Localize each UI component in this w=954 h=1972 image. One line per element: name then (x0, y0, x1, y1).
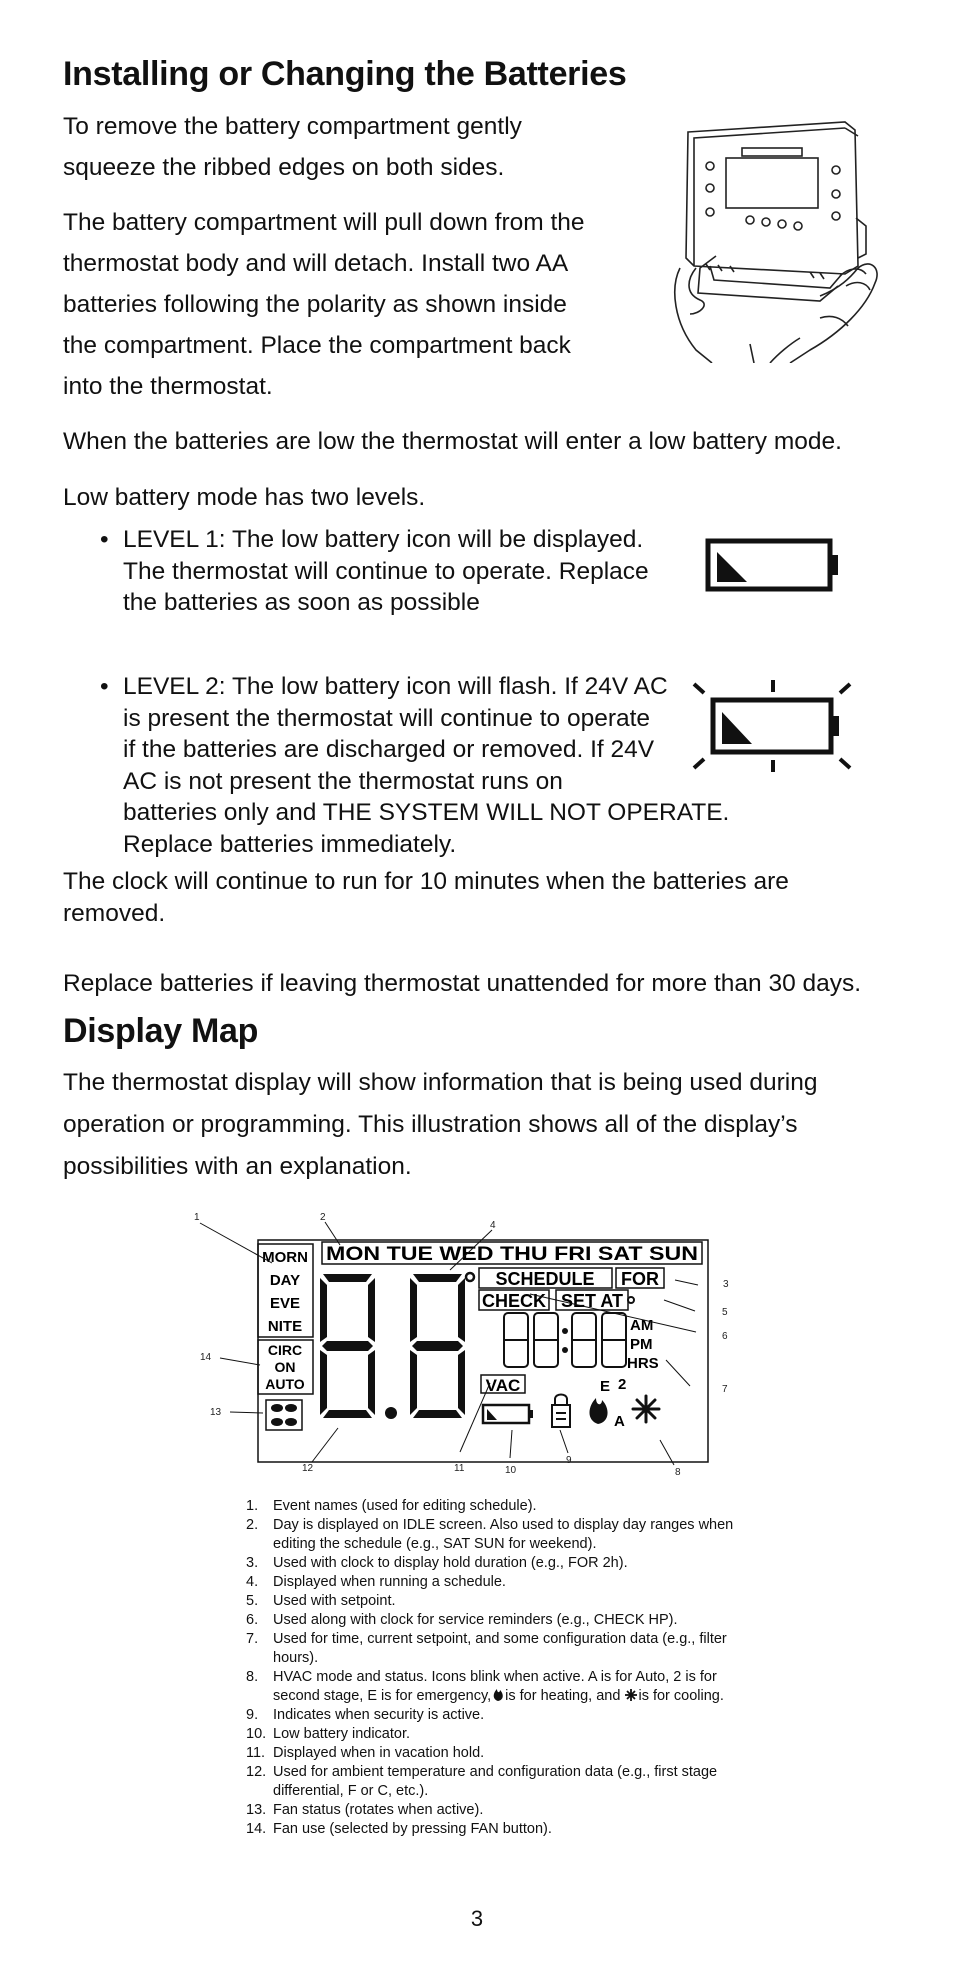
level2-bullet (100, 671, 750, 871)
display-map-heading: Display Map (63, 1012, 259, 1050)
legend-text-a: HVAC mode and status. Icons blink when active. A is for Auto, 2 is for second stage, E is for emergency, (273, 1669, 717, 1704)
legend-text: Used for ambient temperature and configuration data (e.g., first stage differential, F or C, etc.). (273, 1764, 718, 1799)
snowflake-icon (633, 1396, 659, 1422)
flame-icon (491, 1688, 505, 1702)
unattended-text: Replace batteries if leaving thermostat unattended for more than 30 days. (63, 970, 862, 997)
install-line-5: into the thermostat. (63, 373, 273, 400)
callout-9: 9 (566, 1455, 572, 1466)
legend-number: 10. (246, 1726, 267, 1742)
legend-text: Fan use (selected by pressing FAN button). (273, 1821, 552, 1837)
install-line-3: batteries following the polarity as shown inside (63, 291, 567, 318)
legend-item (246, 1497, 766, 1516)
callout-7: 7 (722, 1384, 728, 1395)
legend-text: Used with clock to display hold duration (e.g., FOR 2h). (273, 1555, 628, 1571)
lcd-for: FOR (621, 1269, 659, 1289)
legend-text-b: is for heating, and (505, 1688, 621, 1704)
page-number: 3 (470, 1906, 484, 1931)
legend-text: Fan status (rotates when active). (273, 1802, 484, 1818)
lcd-morn: MORN (262, 1249, 308, 1266)
legend-text: Day is displayed on IDLE screen. Also used to display day ranges when editing the schedule (e.g., SAT SUN for weekend). (273, 1517, 734, 1552)
display-map-intro-3: possibilities with an explanation. (63, 1153, 412, 1180)
flashing-battery-icon (690, 678, 855, 778)
legend-number: 1. (246, 1498, 259, 1514)
fan-icon (266, 1400, 302, 1430)
callout-14: 14 (200, 1352, 212, 1363)
clock-text-line2: removed. (63, 900, 166, 927)
lcd-nite: NITE (267, 1318, 303, 1335)
callout-6: 6 (722, 1331, 728, 1342)
legend-number: 3. (246, 1555, 259, 1571)
snowflake-icon (624, 1688, 638, 1702)
callout-1: 1 (194, 1212, 200, 1223)
callout-4: 4 (490, 1220, 496, 1231)
callout-2: 2 (320, 1212, 326, 1223)
legend-number: 7. (246, 1631, 259, 1647)
legend-text: Indicates when security is active. (273, 1707, 485, 1723)
legend-text: Used for time, current setpoint, and some configuration data (e.g., filter hours). (273, 1631, 727, 1666)
lcd-a: A (614, 1413, 625, 1430)
legend-item (246, 1763, 766, 1801)
install-line-4: the compartment. Place the compartment back (63, 332, 571, 359)
level1-bullet (100, 524, 700, 624)
legend-number: 4. (246, 1574, 259, 1590)
lcd-on: ON (274, 1359, 296, 1375)
lcd-auto: AUTO (265, 1376, 305, 1392)
legend-item (246, 1725, 766, 1744)
low-battery-icon (705, 538, 840, 594)
legend-number: 8. (246, 1669, 259, 1685)
lcd-circ: CIRC (267, 1342, 303, 1358)
callout-5: 5 (722, 1307, 728, 1318)
legend-number: 9. (246, 1707, 259, 1723)
bullet-marker: • (100, 673, 109, 700)
lcd-battery-icon (483, 1405, 533, 1423)
callout-12: 12 (302, 1463, 314, 1474)
display-map-intro-1: The thermostat display will show information that is being used during (63, 1069, 818, 1096)
legend-text: Displayed when in vacation hold. (273, 1745, 485, 1761)
lcd-vac: VAC (485, 1376, 521, 1395)
display-map-intro-2: operation or programming. This illustration shows all of the display’s (63, 1111, 798, 1138)
legend-item (246, 1820, 766, 1839)
lcd-day: DAY (269, 1272, 301, 1289)
legend-item (246, 1706, 766, 1725)
callout-10: 10 (505, 1465, 517, 1476)
lcd-eve: EVE (269, 1295, 301, 1312)
legend-item (246, 1554, 766, 1573)
callout-8: 8 (675, 1467, 681, 1478)
lcd-check: CHECK (481, 1291, 547, 1311)
batteries-heading: Installing or Changing the Batteries (63, 55, 627, 93)
legend-item (246, 1516, 766, 1554)
callout-11: 11 (454, 1463, 465, 1474)
legend-number: 2. (246, 1517, 259, 1533)
legend-number: 12. (246, 1764, 267, 1780)
remove-text-line1: To remove the battery compartment gently (63, 113, 522, 140)
lcd-pm: PM (630, 1336, 653, 1353)
install-line-1: The battery compartment will pull down from the (63, 209, 585, 236)
legend-text: Displayed when running a schedule. (273, 1574, 506, 1590)
lcd-2: 2 (618, 1376, 627, 1393)
install-line-2: thermostat body and will detach. Install two AA (63, 250, 569, 277)
legend-number: 5. (246, 1593, 259, 1609)
lcd-hrs: HRS (627, 1355, 659, 1372)
legend-number: 13. (246, 1802, 267, 1818)
legend-text: Event names (used for editing schedule). (273, 1498, 537, 1514)
legend-number: 14. (246, 1821, 267, 1837)
legend-text: Used along with clock for service reminders (e.g., CHECK HP). (273, 1612, 678, 1628)
level2-text: LEVEL 2: The low battery icon will flash. If 24V AC is present the thermostat will continue to operate if the batteries are discharged or removed. If 24V AC is not present the thermostat runs on batteries only and THE SYSTEM WILL NOT OPERATE. Replace batteries immediately. (123, 673, 730, 858)
legend-item (246, 1630, 766, 1668)
bullet-marker: • (100, 526, 109, 553)
low-battery-mode-text: When the batteries are low the thermostat will enter a low battery mode. (63, 428, 842, 455)
display-map-legend (246, 1497, 766, 1839)
legend-item (246, 1573, 766, 1592)
legend-item (246, 1668, 766, 1706)
callout-13: 13 (210, 1407, 222, 1418)
flame-icon (590, 1398, 608, 1424)
lcd-set-at: SET AT (561, 1291, 623, 1311)
legend-item (246, 1744, 766, 1763)
lcd-schedule: SCHEDULE (495, 1269, 595, 1289)
lcd-display-map (190, 1200, 750, 1490)
lcd-am: AM (630, 1317, 654, 1334)
lcd-e: E (600, 1378, 611, 1395)
clock-text-line1: The clock will continue to run for 10 minutes when the batteries are (63, 868, 789, 895)
legend-text: Low battery indicator. (273, 1726, 411, 1742)
legend-item (246, 1592, 766, 1611)
legend-number: 11. (246, 1745, 266, 1761)
legend-number: 6. (246, 1612, 259, 1628)
level1-text: LEVEL 1: The low battery icon will be displayed. The thermostat will continue to operate. Replace the batteries as soon as possible (123, 526, 649, 616)
remove-text-line2: squeeze the ribbed edges on both sides. (63, 154, 505, 181)
thermostat-battery-illustration (670, 118, 885, 363)
callout-3: 3 (723, 1279, 729, 1290)
legend-text-c: is for cooling. (638, 1688, 724, 1704)
legend-item (246, 1611, 766, 1630)
lcd-days: MON TUE WED THU FRI SAT SUN (326, 1244, 698, 1265)
levels-intro-text: Low battery mode has two levels. (63, 484, 426, 511)
legend-item (246, 1801, 766, 1820)
lock-icon (552, 1395, 570, 1428)
legend-text: Used with setpoint. (273, 1593, 396, 1609)
